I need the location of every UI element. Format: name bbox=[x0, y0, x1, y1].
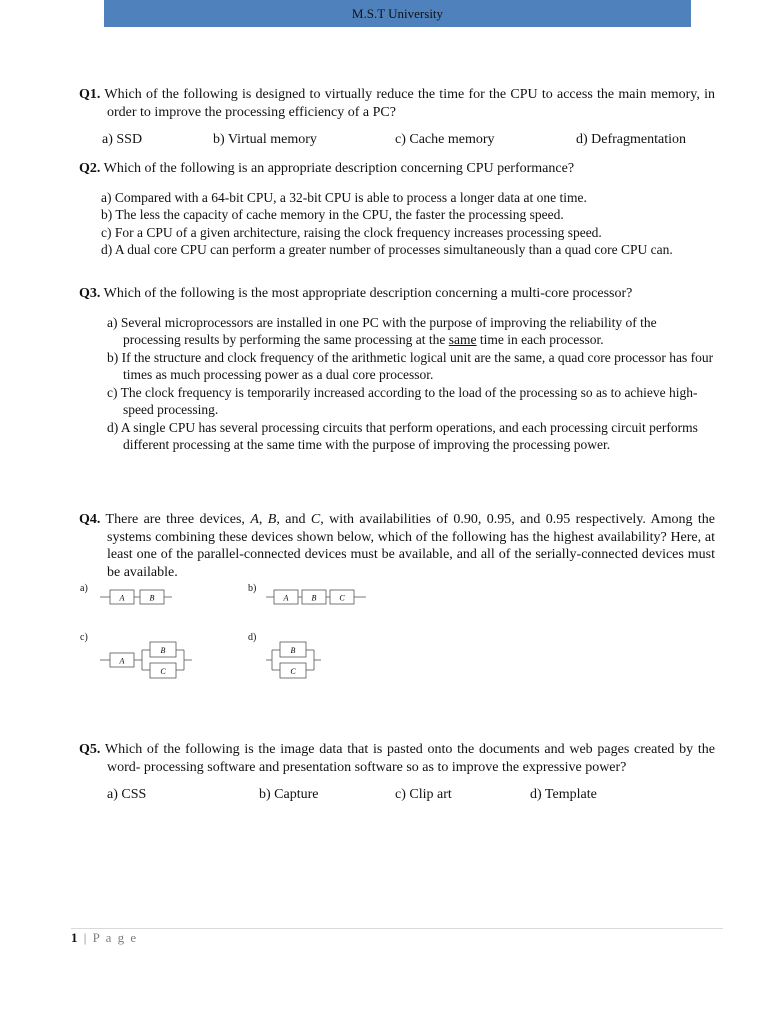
question-5-number: Q5. bbox=[79, 742, 101, 757]
block-c-label: C bbox=[339, 593, 345, 603]
question-3-option-a-post: time in each processor. bbox=[476, 332, 604, 347]
question-4-device-c: C bbox=[310, 512, 321, 527]
question-5-option-c: c) Clip art bbox=[395, 787, 452, 802]
block-a-label: A bbox=[119, 593, 125, 603]
question-2-option-c: c) For a CPU of a given architecture, raising the clock frequency increases processing speed. bbox=[101, 224, 602, 240]
question-3-number: Q3. bbox=[79, 286, 101, 301]
header-title: M.S.T University bbox=[351, 5, 444, 21]
question-3-option-d: d) A single CPU has several processing circuits that perform operations, and each processing circuit performs different processing at the same time with the purpose of improving the processing power. bbox=[107, 419, 698, 452]
question-4-stem bbox=[79, 511, 715, 581]
block-b-label: B bbox=[160, 646, 166, 655]
diagram-label-b: b) bbox=[248, 583, 257, 594]
question-3-option-c: c) The clock frequency is temporarily increased according to the load of the processing so as to achieve high- speed processing. bbox=[107, 384, 698, 417]
question-3-option-b: b) If the structure and clock frequency of the arithmetic logical unit are the same, a quad core processor has four times as much processing power as a dual core processor. bbox=[107, 349, 714, 382]
block-b-label: B bbox=[290, 646, 296, 655]
question-5-options bbox=[79, 786, 715, 806]
question-1-options bbox=[79, 131, 715, 151]
question-2-number: Q2. bbox=[79, 161, 101, 176]
question-2-option-a: a) Compared with a 64-bit CPU, a 32-bit CPU is able to process a longer data at one time. bbox=[101, 189, 587, 205]
question-4-number: Q4. bbox=[79, 512, 101, 527]
page-number: 1 bbox=[71, 930, 79, 945]
block-a-label: A bbox=[283, 593, 289, 603]
question-5-option-b: b) Capture bbox=[259, 787, 319, 802]
diagram-label-c: c) bbox=[80, 632, 88, 643]
block-a-label: A bbox=[119, 656, 125, 666]
question-3 bbox=[79, 285, 715, 454]
block-c-label: C bbox=[160, 667, 166, 676]
diagram-b-series-abc bbox=[266, 588, 376, 608]
question-2 bbox=[79, 160, 715, 259]
diagram-label-a: a) bbox=[80, 583, 88, 594]
question-2-text: Which of the following is an appropriate description concerning CPU performance? bbox=[103, 161, 575, 176]
question-4-text-post: , with availabilities of 0.90, 0.95, and 0.95 respectively. Among the systems combining these devices shown below, which of the following has the highest availability? Here, at least one of the parallel-connected devices must be available, and all of the serially-connected devices must be available. bbox=[107, 512, 716, 580]
diagram-d-parallel bbox=[266, 638, 326, 682]
diagram-label-d: d) bbox=[248, 632, 257, 643]
question-1-option-a: a) SSD bbox=[102, 132, 143, 147]
question-1-option-d: d) Defragmentation bbox=[576, 132, 687, 147]
question-3-option-a-underlined: same bbox=[448, 332, 477, 347]
question-5-option-a: a) CSS bbox=[107, 787, 147, 802]
diagram-a-series-ab bbox=[100, 588, 180, 608]
question-5-text: Which of the following is the image data that is pasted onto the documents and web pages created by the word- processing software and presentation software so as to improve the expressive power? bbox=[104, 742, 715, 775]
question-3-option-a bbox=[79, 314, 715, 349]
page-word: P a g e bbox=[92, 930, 138, 945]
question-4-text-pre: There are three devices, bbox=[105, 512, 251, 527]
question-3-stem bbox=[79, 285, 715, 303]
question-1-option-b: b) Virtual memory bbox=[213, 132, 317, 147]
question-5-stem bbox=[79, 741, 715, 776]
question-2-options bbox=[79, 189, 715, 259]
question-1-stem bbox=[79, 86, 715, 121]
question-5 bbox=[79, 741, 715, 806]
question-3-text: Which of the following is the most appropriate description concerning a multi-core processor? bbox=[103, 286, 633, 301]
question-4-device-b: B bbox=[267, 512, 277, 527]
question-2-option-b: b) The less the capacity of cache memory in the CPU, the faster the processing speed. bbox=[101, 207, 564, 222]
diagram-c-series-parallel bbox=[100, 638, 200, 682]
question-2-stem bbox=[79, 160, 715, 178]
question-1-number: Q1. bbox=[79, 87, 101, 102]
block-b-label: B bbox=[311, 593, 317, 603]
question-4 bbox=[79, 511, 715, 581]
page-sep: | bbox=[79, 930, 93, 945]
question-5-option-d: d) Template bbox=[530, 787, 597, 802]
footer-divider bbox=[71, 928, 723, 929]
page-footer bbox=[71, 930, 138, 946]
block-c-label: C bbox=[290, 667, 296, 676]
question-3-option-a-pre: a) Several microprocessors are installed in one PC with the purpose of improving the reliability of the processing results by performing the same processing at the bbox=[107, 314, 657, 347]
question-4-sep1: , bbox=[258, 512, 268, 527]
question-1-option-c: c) Cache memory bbox=[395, 132, 495, 147]
question-4-device-a: A bbox=[250, 512, 259, 527]
question-1-text: Which of the following is designed to virtually reduce the time for the CPU to access the main memory, in order to improve the processing efficiency of a PC? bbox=[104, 87, 716, 120]
question-1 bbox=[79, 86, 715, 151]
block-b-label: B bbox=[149, 593, 155, 603]
header-bar bbox=[104, 0, 691, 27]
question-4-sep2: , and bbox=[276, 512, 311, 527]
question-2-option-d: d) A dual core CPU can perform a greater number of processes simultaneously than a quad core CPU can. bbox=[101, 242, 673, 257]
question-3-options bbox=[79, 314, 715, 454]
